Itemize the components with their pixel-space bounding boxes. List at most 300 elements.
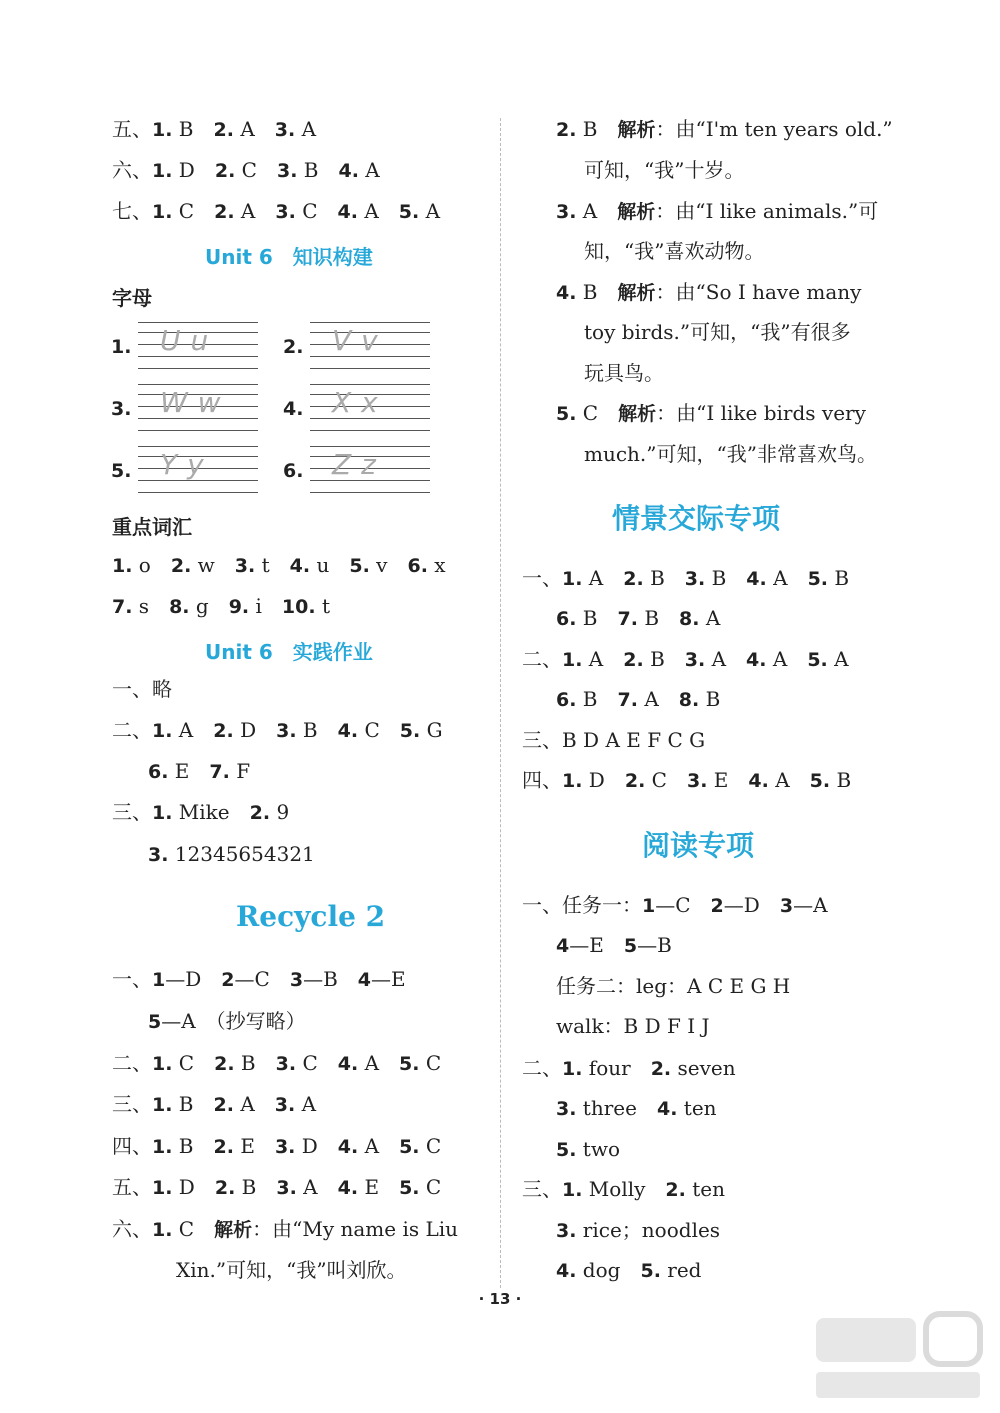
item-number: 6.: [283, 460, 304, 482]
answer-text: D: [172, 1175, 215, 1199]
divider: [500, 118, 501, 1288]
answer-text: A: [637, 687, 679, 711]
item-number: 9.: [228, 596, 250, 618]
answer-text: B: [576, 280, 618, 304]
item-number: 5.: [349, 555, 370, 577]
answer-line: [148, 842, 315, 867]
answer-text: 二、: [522, 647, 562, 671]
item-number: 1.: [152, 201, 173, 223]
answer-text: D: [295, 1134, 338, 1158]
item-number: 解析: [617, 201, 656, 223]
answer-text: —E: [371, 967, 406, 991]
item-number: 2.: [213, 1136, 234, 1158]
answer-text: 五、: [112, 1175, 152, 1199]
item-number: 3.: [276, 1177, 297, 1199]
item-number: 2.: [214, 1177, 236, 1199]
answer-line: 可知，“我”十岁。: [584, 158, 745, 182]
item-number: 1.: [112, 555, 133, 577]
item-number: 6.: [407, 555, 428, 577]
answer-text: 二、: [112, 718, 152, 742]
page-number: · 13 ·: [478, 1290, 522, 1308]
answer-text: 三、: [112, 1092, 152, 1116]
answer-line: much.”可知，“我”非常喜欢鸟。: [584, 442, 877, 466]
answer-line: 三、B D A E F C G: [522, 728, 706, 752]
guide-line: [310, 322, 430, 323]
subsection-title: 字母: [112, 286, 152, 310]
answer-line: [522, 893, 828, 918]
letter-glyph: Uu: [160, 324, 219, 357]
item-number: 2.: [214, 160, 236, 182]
section-heading: 情景交际专项: [612, 502, 781, 535]
letter-glyph: Yy: [160, 448, 214, 481]
item-number: 3: [779, 895, 794, 917]
answer-text: dog: [576, 1258, 641, 1282]
item-number: 5.: [556, 403, 577, 425]
answer-text: C: [235, 158, 277, 182]
answer-line: [522, 566, 849, 591]
item-number: 2.: [213, 720, 234, 742]
item-number: 1.: [152, 802, 173, 824]
answer-text: 四、: [522, 768, 562, 792]
answer-text: —C: [234, 967, 290, 991]
answer-line: [556, 933, 672, 958]
item-number: 3.: [684, 568, 706, 590]
item-number: 1: [642, 895, 656, 917]
section-heading: Recycle 2: [236, 900, 386, 933]
answer-text: 五、: [112, 117, 152, 141]
item-number: 2.: [623, 649, 644, 671]
item-number: 4: [357, 969, 371, 991]
item-number: 6.: [556, 608, 577, 630]
item-number: 4.: [656, 1098, 678, 1120]
item-number: 5.: [399, 1177, 420, 1199]
item-number: 4.: [337, 1053, 359, 1075]
answer-text: —B: [303, 967, 358, 991]
item-number: 4.: [337, 720, 359, 742]
item-number: 4.: [289, 555, 311, 577]
item-number: 7.: [112, 596, 133, 618]
answer-line: [522, 1056, 736, 1081]
answer-line: [112, 199, 440, 224]
answer-line: [522, 647, 849, 672]
answer-text: 9: [270, 800, 290, 824]
letter-practice-row: [283, 446, 430, 494]
item-number: 1.: [152, 1094, 173, 1116]
item-number: 6.: [556, 689, 577, 711]
item-number: 8.: [678, 689, 700, 711]
answer-text: ：由“I like birds very: [656, 401, 866, 425]
answer-text: u: [310, 553, 350, 577]
answer-text: A: [766, 566, 808, 590]
answer-text: s: [132, 594, 170, 618]
item-number: 1.: [152, 119, 173, 141]
item-number: 1.: [152, 1136, 173, 1158]
answer-text: G: [420, 718, 443, 742]
answer-line: [112, 800, 289, 825]
answer-text: 三、: [522, 1177, 562, 1201]
answer-text: C: [172, 1051, 215, 1075]
answer-text: B: [828, 566, 850, 590]
answer-text: C: [645, 768, 687, 792]
answer-text: C: [295, 199, 338, 223]
answer-line: [556, 1258, 701, 1283]
answer-text: four: [582, 1056, 651, 1080]
answer-text: —E: [569, 933, 624, 957]
answer-text: E: [168, 759, 210, 783]
answer-text: Mike: [172, 800, 250, 824]
item-number: 1.: [152, 1177, 173, 1199]
item-number: 5.: [399, 1053, 420, 1075]
answer-line: [556, 117, 893, 142]
answer-text: C: [419, 1051, 442, 1075]
answer-text: B: [699, 687, 721, 711]
answer-text: 12345654321: [168, 842, 315, 866]
answer-line: [112, 1217, 458, 1242]
answer-line: [522, 768, 851, 793]
answer-text: —D: [165, 967, 222, 991]
answer-line: [148, 1009, 306, 1034]
answer-text: D: [582, 768, 625, 792]
answer-text: v: [369, 553, 408, 577]
answer-line: [556, 280, 861, 305]
answer-text: A: [295, 1092, 317, 1116]
answer-text: A: [827, 647, 849, 671]
answer-text: ：由“So I have many: [655, 280, 862, 304]
item-number: 3.: [556, 1220, 577, 1242]
answer-text: A: [582, 566, 624, 590]
letter-practice-row: [283, 322, 430, 370]
item-number: 3.: [556, 1098, 577, 1120]
answer-text: B: [705, 566, 747, 590]
item-number: 2: [710, 895, 724, 917]
answer-text: —C: [655, 893, 711, 917]
subsection-title: 重点词汇: [112, 515, 192, 539]
item-number: 4: [556, 935, 570, 957]
answer-text: t: [315, 594, 330, 618]
answer-line: Xin.”可知，“我”叫刘欣。: [176, 1258, 407, 1282]
answer-line: [556, 401, 866, 426]
item-number: 解析: [617, 282, 656, 304]
answer-text: F: [229, 759, 251, 783]
answer-text: 四、: [112, 1134, 152, 1158]
answer-text: A: [357, 199, 399, 223]
item-number: 2.: [249, 802, 271, 824]
item-number: 3.: [274, 119, 296, 141]
item-number: 3: [289, 969, 304, 991]
item-number: 2.: [283, 336, 304, 358]
answer-text: —A （抄写略）: [161, 1009, 306, 1033]
item-number: 4.: [337, 1177, 359, 1199]
item-number: 2.: [213, 1094, 234, 1116]
guide-line: [310, 368, 430, 369]
answer-text: 二、: [112, 1051, 152, 1075]
answer-text: B: [172, 1134, 214, 1158]
answer-text: w: [191, 553, 235, 577]
item-number: 3.: [148, 844, 169, 866]
answer-text: 七、: [112, 199, 152, 223]
guide-line: [138, 368, 258, 369]
item-number: 7.: [617, 689, 638, 711]
item-number: 5.: [111, 460, 132, 482]
guide-line: [138, 322, 258, 323]
item-number: 2.: [650, 1058, 672, 1080]
item-number: 3.: [684, 649, 706, 671]
answer-text: 二、: [522, 1056, 562, 1080]
item-number: 7.: [617, 608, 638, 630]
item-number: 4.: [283, 398, 304, 420]
letter-practice-row: [111, 322, 258, 370]
item-number: 5.: [807, 649, 828, 671]
item-number: 5.: [640, 1260, 661, 1282]
answer-text: C: [419, 1134, 442, 1158]
item-number: 1.: [562, 1058, 583, 1080]
answer-line: [112, 158, 380, 183]
answer-text: A: [296, 1175, 338, 1199]
answer-line: [112, 967, 406, 992]
answer-line: 一、略: [112, 677, 172, 701]
item-number: 3.: [234, 555, 256, 577]
answer-text: ：由“My name is Liu: [252, 1217, 459, 1241]
item-number: 2.: [213, 119, 234, 141]
item-number: 3.: [274, 1094, 296, 1116]
answer-text: A: [172, 718, 214, 742]
answer-text: x: [427, 553, 446, 577]
item-number: 5.: [556, 1139, 577, 1161]
item-number: 5: [623, 935, 638, 957]
item-number: 8.: [169, 596, 190, 618]
item-number: 5.: [809, 770, 831, 792]
item-number: 3.: [111, 398, 132, 420]
answer-line: [556, 1137, 620, 1162]
answer-line: [112, 1134, 441, 1159]
answer-line: [112, 594, 330, 619]
item-number: 2.: [556, 119, 577, 141]
answer-text: B: [172, 1092, 214, 1116]
answer-text: B: [576, 606, 618, 630]
item-number: 5.: [399, 1136, 420, 1158]
answer-line: 玩具鸟。: [584, 361, 664, 385]
answer-text: i: [249, 594, 282, 618]
answer-text: C: [576, 401, 619, 425]
answer-text: C: [358, 718, 400, 742]
answer-text: A: [419, 199, 441, 223]
item-number: 3.: [686, 770, 708, 792]
answer-text: A: [582, 647, 624, 671]
guide-line: [310, 446, 430, 447]
letter-glyph: Xx: [332, 386, 388, 419]
item-number: 5.: [399, 720, 421, 742]
answer-line: walk：B D F I J: [556, 1014, 710, 1038]
answer-text: C: [172, 199, 215, 223]
item-number: 1.: [152, 1053, 173, 1075]
item-number: 1.: [152, 720, 173, 742]
guide-line: [138, 384, 258, 385]
answer-text: A: [233, 117, 275, 141]
answer-line: [112, 1092, 316, 1117]
answer-text: B: [637, 606, 680, 630]
answer-text: A: [358, 1051, 400, 1075]
section-heading: Unit 6 实践作业: [205, 640, 373, 664]
answer-text: E: [233, 1134, 275, 1158]
answer-text: two: [576, 1137, 621, 1161]
answer-line: [112, 117, 316, 142]
item-number: 2: [221, 969, 235, 991]
letter-glyph: Vv: [332, 324, 388, 357]
answer-text: B: [576, 117, 618, 141]
answer-text: A: [295, 117, 317, 141]
item-number: 3.: [276, 160, 298, 182]
answer-text: 三、: [112, 800, 152, 824]
item-number: 解析: [618, 403, 657, 425]
answer-text: —D: [723, 893, 780, 917]
answer-line: [556, 1096, 717, 1121]
answer-text: B: [235, 1175, 277, 1199]
item-number: 3.: [275, 201, 296, 223]
answer-text: D: [233, 718, 277, 742]
answer-text: B: [576, 687, 618, 711]
answer-line: [112, 1051, 441, 1076]
answer-line: [556, 1218, 720, 1243]
answer-text: C: [296, 1051, 338, 1075]
item-number: 4.: [746, 649, 767, 671]
answer-text: 六、: [112, 1217, 152, 1241]
item-number: 7.: [209, 761, 230, 783]
answer-text: A: [766, 647, 808, 671]
answer-text: B: [643, 647, 685, 671]
answer-text: C: [172, 1217, 215, 1241]
answer-text: ：由“I like animals.”可: [655, 199, 879, 223]
answer-text: A: [358, 158, 380, 182]
answer-text: ：由“I'm ten years old.”: [655, 117, 893, 141]
item-number: 2.: [170, 555, 192, 577]
answer-text: A: [576, 199, 618, 223]
answer-text: B: [643, 566, 685, 590]
item-number: 2.: [665, 1179, 686, 1201]
answer-line: [556, 606, 720, 631]
item-number: 4.: [556, 1260, 577, 1282]
answer-text: B: [297, 158, 339, 182]
answer-line: 知，“我”喜欢动物。: [584, 239, 765, 263]
letter-glyph: Ww: [160, 386, 231, 419]
item-number: 3.: [556, 201, 577, 223]
answer-text: Molly: [582, 1177, 666, 1201]
guide-line: [310, 492, 430, 493]
letter-practice-row: [111, 446, 258, 494]
item-number: 3.: [275, 1053, 297, 1075]
answer-line: toy birds.”可知，“我”有很多: [584, 320, 851, 344]
item-number: 5.: [398, 201, 420, 223]
item-number: 8.: [679, 608, 700, 630]
answer-text: A: [768, 768, 810, 792]
answer-text: t: [255, 553, 290, 577]
answer-text: 一、: [112, 967, 152, 991]
item-number: 4.: [746, 568, 767, 590]
item-number: 1.: [562, 568, 583, 590]
item-number: 5: [148, 1011, 162, 1033]
answer-text: E: [707, 768, 749, 792]
answer-text: C: [419, 1175, 442, 1199]
item-number: 1.: [562, 1179, 583, 1201]
item-number: 解析: [617, 119, 656, 141]
answer-text: A: [233, 1092, 275, 1116]
answer-text: A: [705, 647, 747, 671]
item-number: 5.: [807, 568, 829, 590]
answer-text: B: [830, 768, 852, 792]
item-number: 4.: [337, 201, 358, 223]
item-number: 2.: [623, 568, 644, 590]
guide-line: [310, 384, 430, 385]
answer-line: [556, 687, 720, 712]
guide-line: [310, 430, 430, 431]
answer-line: 任务二：leg：A C E G H: [556, 974, 791, 998]
guide-line: [138, 446, 258, 447]
item-number: 4.: [337, 1136, 359, 1158]
item-number: 1.: [111, 336, 132, 358]
item-number: 解析: [214, 1219, 253, 1241]
answer-line: [112, 553, 446, 578]
answer-text: —A: [793, 893, 828, 917]
letter-practice-row: [283, 384, 430, 432]
item-number: 1.: [152, 1219, 173, 1241]
answer-line: [148, 759, 250, 784]
section-heading: 阅读专项: [642, 829, 755, 862]
item-number: 4.: [748, 770, 769, 792]
answer-text: B: [234, 1051, 276, 1075]
answer-text: B: [172, 117, 214, 141]
answer-line: [556, 199, 878, 224]
answer-text: A: [699, 606, 721, 630]
answer-text: ten: [677, 1096, 717, 1120]
answer-text: red: [660, 1258, 702, 1282]
item-number: 1.: [562, 649, 583, 671]
item-number: 4.: [338, 160, 359, 182]
answer-text: ten: [685, 1177, 725, 1201]
answer-text: E: [358, 1175, 400, 1199]
answer-text: 一、: [522, 566, 562, 590]
item-number: 2.: [214, 201, 235, 223]
answer-text: o: [132, 553, 171, 577]
answer-text: A: [234, 199, 276, 223]
answer-line: [112, 1175, 441, 1200]
answer-text: g: [189, 594, 229, 618]
item-number: 2.: [214, 1053, 235, 1075]
letter-practice-row: [111, 384, 258, 432]
answer-text: rice；noodles: [576, 1218, 721, 1242]
item-number: 3.: [276, 720, 297, 742]
guide-line: [138, 492, 258, 493]
answer-text: three: [576, 1096, 657, 1120]
item-number: 6.: [148, 761, 169, 783]
item-number: 10.: [281, 596, 316, 618]
answer-text: B: [296, 718, 338, 742]
answer-text: 六、: [112, 158, 152, 182]
item-number: 1: [152, 969, 166, 991]
item-number: 3.: [274, 1136, 296, 1158]
answer-text: seven: [671, 1056, 736, 1080]
letter-glyph: Zz: [332, 448, 386, 481]
answer-text: A: [358, 1134, 400, 1158]
answer-line: [522, 1177, 725, 1202]
item-number: 1.: [562, 770, 583, 792]
answer-text: D: [172, 158, 215, 182]
answer-text: 一、任务一：: [522, 893, 642, 917]
item-number: 2.: [624, 770, 646, 792]
section-heading: Unit 6 知识构建: [205, 245, 373, 269]
item-number: 1.: [152, 160, 173, 182]
guide-line: [138, 430, 258, 431]
watermark-logo: [808, 1310, 988, 1405]
item-number: 4.: [556, 282, 577, 304]
